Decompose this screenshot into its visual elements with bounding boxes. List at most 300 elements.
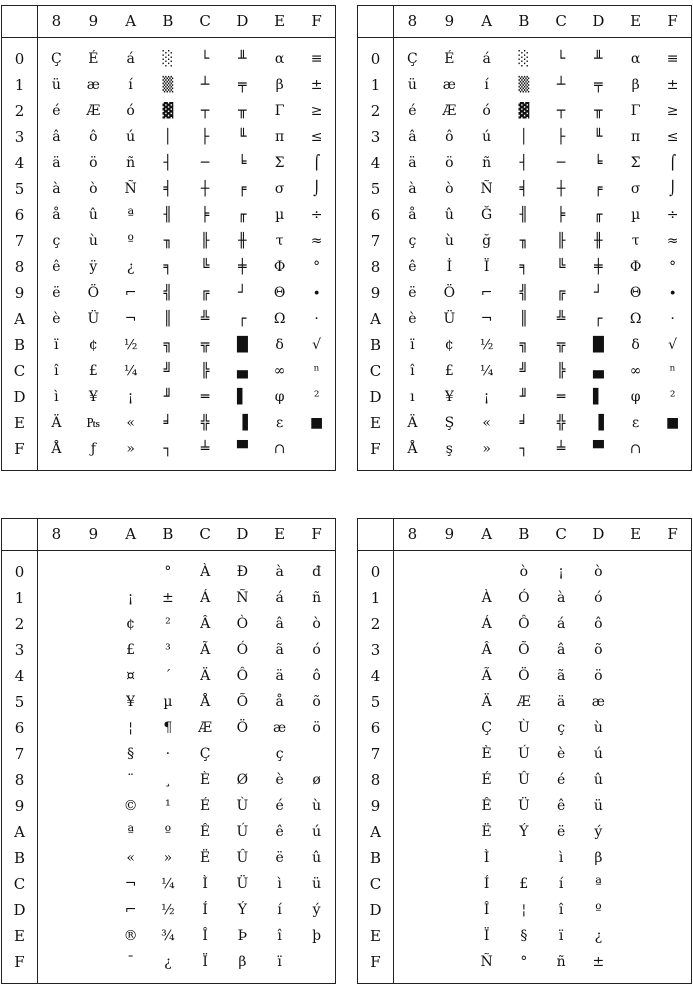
char-cell: ╦ [556,337,566,353]
char-cell: ¿ [594,928,603,944]
char-cell: É [444,51,455,67]
table-row [2,436,336,462]
column-header: 9 [431,6,468,38]
row-header: B [2,845,38,871]
table-row [2,611,336,637]
char-cell: ▒ [518,77,530,93]
char-cell: ¼ [161,876,175,892]
table-row [2,358,336,384]
char-cell [617,637,654,663]
char-cell [431,663,468,689]
table-row [358,254,692,280]
char-cell: β [594,850,603,866]
char-cell: ▒ [162,77,174,93]
char-cell: ▌ [592,389,604,405]
char-cell: ç [557,720,566,736]
char-cell: ╜ [519,389,529,405]
char-cell: ± [666,77,679,93]
row-header: D [2,384,38,410]
char-cell: ² [165,616,171,632]
char-cell [394,923,431,949]
char-cell: ┤ [163,155,173,171]
spacer-cell [38,462,336,471]
char-cell: Á [200,590,211,606]
char-cell: ┴ [200,77,210,93]
char-cell [75,611,112,637]
char-cell: ¬ [480,311,493,327]
char-cell: ∩ [629,441,642,457]
char-cell: └ [200,51,210,67]
column-header: 8 [38,519,75,551]
char-cell: │ [519,129,529,145]
char-cell [394,793,431,819]
char-cell: ° [313,259,321,275]
char-cell: Ö [87,285,100,301]
char-cell: ┤ [519,155,529,171]
table-row [358,124,692,150]
char-cell: α [630,51,641,67]
char-cell: è [52,311,61,327]
char-cell: ò [445,181,454,197]
char-cell: Ç [199,746,211,762]
char-cell: Ù [236,798,249,814]
corner-cell [358,6,394,38]
char-cell: µ [275,207,285,223]
char-cell: Ó [518,590,530,606]
table-row [2,124,336,150]
char-cell: û [88,207,98,223]
char-cell: Õ [236,694,249,710]
char-cell: ä [408,155,417,171]
char-cell: ¦ [521,902,527,918]
char-cell: σ [630,181,641,197]
char-cell: Á [481,616,492,632]
char-cell: ▌ [236,389,248,405]
char-cell: « [126,850,135,866]
char-cell: ╠ [556,363,566,379]
char-cell: æ [273,720,287,736]
row-header: 1 [358,585,394,611]
char-cell: ± [310,77,323,93]
char-cell: ▀ [236,441,248,457]
char-cell: ó [594,590,603,606]
char-cell: ╫ [594,233,603,249]
column-header: A [468,6,505,38]
char-cell: ╔ [200,285,210,301]
char-cell: ù [444,233,454,249]
char-cell [431,897,468,923]
char-cell: ╧ [556,441,566,457]
char-cell [394,663,431,689]
column-header: 8 [38,6,75,38]
char-cell: ▓ [162,103,174,119]
char-cell [394,715,431,741]
char-cell: » [163,850,173,866]
char-cell [654,637,691,663]
char-cell: σ [274,181,285,197]
spacer-row [2,38,336,47]
row-header: 2 [358,611,394,637]
row-header: 6 [358,202,394,228]
row-header: 4 [358,150,394,176]
row-header: 2 [2,98,38,124]
char-cell: Â [481,642,492,658]
char-cell: ï [54,337,59,353]
char-cell: ∩ [273,441,286,457]
char-cell: ƒ [90,441,96,457]
char-cell: À [200,564,211,580]
table-row [358,637,692,663]
char-cell: ╩ [200,311,210,327]
row-header: C [358,358,394,384]
char-cell: û [593,772,603,788]
char-cell: ô [89,129,98,145]
char-cell: æ [86,77,100,93]
char-cell: ╥ [594,103,603,119]
row-header: 6 [2,715,38,741]
char-cell: ∙ [669,285,677,301]
spacer-cell [394,38,692,47]
char-cell [394,611,431,637]
column-header: C [543,519,580,551]
spacer-cell [394,462,692,471]
header-row [358,519,692,551]
char-cell: à [408,181,417,197]
char-cell: ò [594,564,603,580]
char-cell: ¡ [127,389,134,405]
char-cell [38,663,75,689]
char-cell: ù [593,720,603,736]
char-cell [617,871,654,897]
char-cell [431,559,468,585]
column-header: 9 [75,6,112,38]
char-cell: α [274,51,285,67]
column-header: D [224,519,261,551]
char-cell [38,845,75,871]
char-cell: Ç [51,51,62,67]
char-cell: ₧ [86,415,101,431]
char-cell [38,559,75,585]
table-row [2,819,336,845]
char-cell: ½ [161,902,175,918]
char-cell: ⌡ [312,181,321,197]
char-cell: é [52,103,61,119]
spacer-cell [38,551,336,560]
char-cell: ╩ [556,311,566,327]
char-cell: █ [236,337,248,353]
table-row [358,845,692,871]
char-cell [431,689,468,715]
char-cell: ä [556,694,566,710]
char-cell: Ô [518,616,530,632]
table-row [2,332,336,358]
row-header: B [358,845,394,871]
char-cell: ═ [556,389,566,405]
char-cell: ≤ [310,129,323,145]
char-cell: ╦ [200,337,210,353]
char-cell [431,585,468,611]
char-cell [38,637,75,663]
row-header: 8 [2,254,38,280]
char-cell: ∞ [629,363,642,379]
char-cell [75,585,112,611]
char-cell: Ì [202,876,208,892]
table-row [2,228,336,254]
char-cell: ⁿ [669,363,676,379]
table-row [358,871,692,897]
char-cell [431,793,468,819]
char-cell: ¢ [126,616,136,632]
column-header: 8 [394,519,431,551]
char-cell [75,741,112,767]
char-cell: ╪ [594,259,603,275]
char-cell: © [123,798,138,814]
char-cell [431,819,468,845]
char-cell: ä [52,155,61,171]
char-cell: Ö [443,285,456,301]
char-cell: é [408,103,417,119]
char-cell: ╬ [200,415,210,431]
char-cell: ş [445,441,453,457]
char-cell: ï [410,337,415,353]
char-cell: Å [51,441,62,457]
row-header: 1 [2,585,38,611]
column-header: F [654,6,691,38]
char-cell: ╔ [556,285,566,301]
table-row [2,98,336,124]
row-header: 8 [2,767,38,793]
char-cell: ║ [519,311,529,327]
char-cell: ³ [165,642,171,658]
char-cell: ╛ [163,415,173,431]
char-cell: é [556,772,566,788]
char-cell: ñ [126,155,136,171]
char-cell: ê [52,259,61,275]
table-row [358,384,692,410]
char-cell: Ò [236,616,249,632]
char-cell [654,663,691,689]
row-header: 3 [358,124,394,150]
char-cell: ╚ [556,259,566,275]
char-cell: ╕ [163,259,173,275]
char-cell [38,923,75,949]
char-cell [431,611,468,637]
char-cell: ¯ [127,954,135,970]
char-cell [654,689,691,715]
char-cell: ∙ [313,285,321,301]
spacer-row [2,975,336,984]
char-cell: ± [592,954,605,970]
char-cell: β [631,77,640,93]
char-cell: ─ [200,155,210,171]
char-cell: î [54,363,59,379]
row-header: 1 [2,72,38,98]
char-cell: ë [275,850,284,866]
row-header: 0 [2,559,38,585]
char-cell: ú [312,824,322,840]
char-cell: â [556,642,566,658]
char-cell: ╖ [163,233,173,249]
char-cell: Ð [236,564,249,580]
char-cell: ╝ [519,363,529,379]
char-cell: ¿ [126,259,135,275]
char-cell: ì [277,876,282,892]
char-cell [617,715,654,741]
char-cell: √ [668,337,678,353]
row-header: F [358,436,394,462]
table-row [2,897,336,923]
char-cell: Î [202,928,208,944]
char-cell [394,689,431,715]
table-row [2,663,336,689]
row-header: 8 [358,254,394,280]
char-cell: Φ [273,259,286,275]
char-cell: á [482,51,491,67]
row-header: 4 [2,150,38,176]
table-row [358,410,692,436]
row-header: D [358,384,394,410]
char-cell: ¥ [444,389,454,405]
char-cell [112,559,149,585]
spacer-row [2,462,336,471]
char-cell [617,741,654,767]
char-cell: í [484,77,489,93]
column-header: B [149,6,186,38]
row-header: 9 [2,793,38,819]
char-cell: ├ [556,129,566,145]
char-cell: Þ [237,928,248,944]
table-row [2,384,336,410]
char-cell: ┘ [238,285,247,301]
char-cell: Ü [443,311,456,327]
char-cell: ╧ [200,441,210,457]
char-cell: å [52,207,61,223]
char-cell: İ [446,259,453,275]
row-header: F [2,436,38,462]
char-cell: ╢ [163,207,173,223]
char-cell: Ú [517,746,530,762]
char-cell [431,741,468,767]
char-cell: ╤ [238,77,247,93]
table-row [2,637,336,663]
char-cell: Ñ [480,954,493,970]
char-cell [38,585,75,611]
char-cell: ╟ [200,233,210,249]
char-cell: Ö [518,668,530,684]
char-cell: Ü [236,876,249,892]
char-cell: β [238,954,247,970]
row-header: 5 [2,689,38,715]
char-cell: ú [126,129,136,145]
char-cell: Æ [198,720,213,736]
char-cell: Æ [86,103,101,119]
char-cell: ⌐ [480,285,493,301]
table-row [358,150,692,176]
char-cell: Θ [273,285,286,301]
char-cell: Ó [236,642,249,658]
char-cell: ╙ [238,129,247,145]
row-header: 0 [358,559,394,585]
table-row [358,306,692,332]
char-cell: ╤ [594,77,603,93]
char-cell: ° [520,954,528,970]
spacer-cell [38,975,336,984]
char-cell: Ş [444,415,455,431]
char-cell [431,871,468,897]
row-header: 7 [358,228,394,254]
char-cell [75,819,112,845]
char-cell: î [410,363,415,379]
row-header: E [2,923,38,949]
table-row [2,559,336,585]
char-cell: £ [88,363,98,379]
row-header: A [2,306,38,332]
char-cell [75,949,112,975]
char-cell: ¶ [163,720,173,736]
table-row [358,741,692,767]
char-cell [431,767,468,793]
row-header: E [358,410,394,436]
char-cell: ┬ [200,103,210,119]
char-cell: ░ [162,51,174,67]
char-cell: ≡ [310,51,323,67]
char-cell: ▄ [236,363,248,379]
char-cell [617,585,654,611]
char-cell: à [275,564,284,580]
char-cell: £ [519,876,529,892]
char-cell [654,949,691,975]
column-header: F [298,519,335,551]
char-cell: æ [591,694,605,710]
char-cell: ╛ [519,415,529,431]
char-cell [654,436,691,462]
column-header: D [580,519,617,551]
table-row [2,410,336,436]
char-cell: û [312,850,322,866]
char-cell [394,819,431,845]
char-cell: ╒ [594,181,603,197]
char-cell: Ω [273,311,286,327]
char-cell: § [127,746,135,762]
char-cell: ü [51,77,61,93]
char-cell: õ [312,694,321,710]
column-header: E [617,519,654,551]
column-header: A [112,519,149,551]
char-cell: Ê [200,824,211,840]
table-row [358,98,692,124]
char-cell: ¾ [161,928,175,944]
table-row [2,585,336,611]
char-cell: └ [556,51,566,67]
char-cell [38,793,75,819]
char-cell: À [481,590,492,606]
char-cell: ⁿ [313,363,320,379]
row-header: 9 [358,280,394,306]
char-cell [654,741,691,767]
char-cell [617,819,654,845]
char-cell: ⌠ [668,155,677,171]
table-row [358,793,692,819]
char-cell: é [275,798,284,814]
char-cell [654,559,691,585]
char-cell [431,715,468,741]
char-cell: è [275,772,284,788]
char-cell: ó [312,642,321,658]
char-cell: ª [595,876,602,892]
char-cell: ê [408,259,417,275]
char-cell [75,767,112,793]
char-cell: █ [592,337,604,353]
